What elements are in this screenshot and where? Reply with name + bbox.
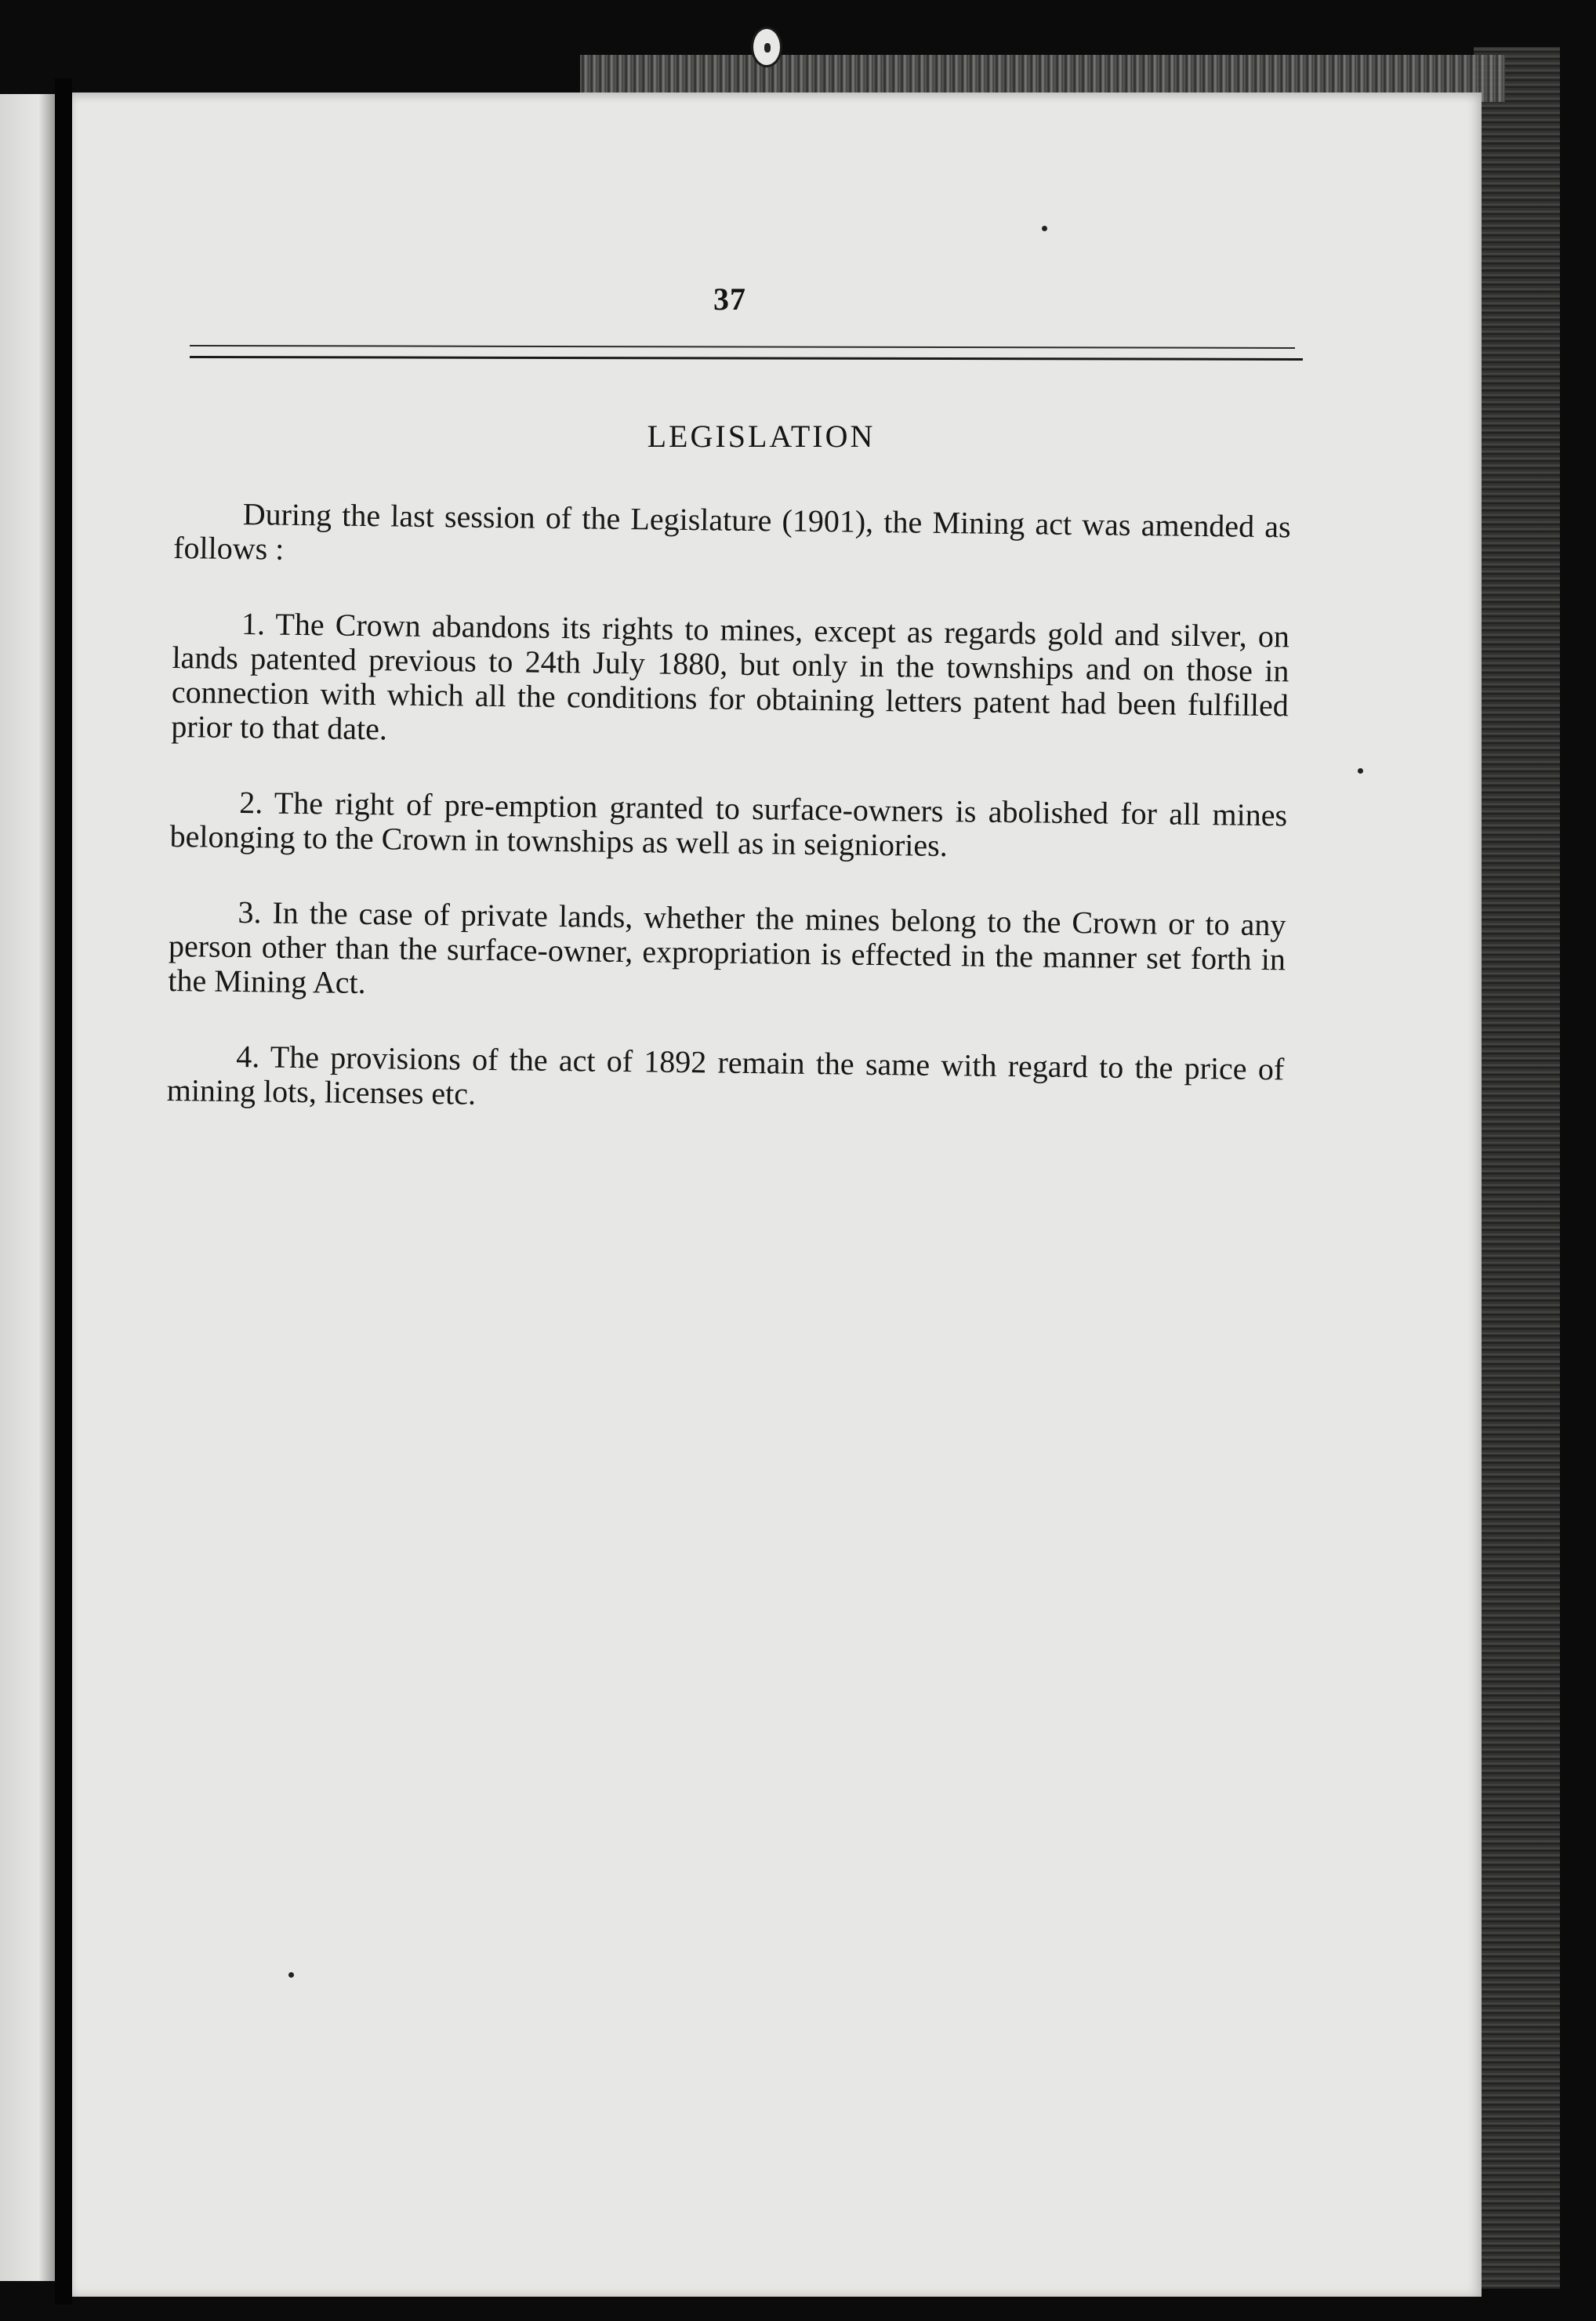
binding-hole-icon bbox=[751, 27, 782, 67]
paragraph-4: 4. The provisions of the act of 1892 remain the same with regard to the price of mining lots, licenses etc. bbox=[166, 1039, 1285, 1112]
book-gutter bbox=[55, 78, 72, 2305]
scan-speck bbox=[1358, 768, 1363, 774]
document-page bbox=[72, 92, 1482, 2297]
header-rule-thick bbox=[190, 356, 1303, 361]
scan-speck bbox=[1042, 226, 1047, 231]
header-rule-thin bbox=[190, 345, 1295, 349]
paragraph-1: 1. The Crown abandons its rights to mines, except as regards gold and silver, on lands patented previous to 24th July 1880, but only in the townships and on those in connection with which all the conditions for obtaining letters patent had been fulfilled prior to that date. bbox=[171, 606, 1290, 747]
section-heading: LEGISLATION bbox=[647, 419, 876, 454]
scan-speck bbox=[288, 1972, 294, 1978]
paragraph-2: 2. The right of pre-emption granted to surface-owners is abolished for all mines belonging to the Crown in townships as well as in seigniories. bbox=[169, 785, 1288, 864]
body-text bbox=[166, 496, 1291, 1162]
facing-page-edge bbox=[0, 94, 55, 2281]
paragraph-3: 3. In the case of private lands, whether the mines belong to the Crown or to any person other than the surface-owner, expropriation is effected in the manner set forth in the Mining Act. bbox=[168, 894, 1286, 1001]
paragraph-intro: During the last session of the Legislature (1901), the Mining act was amended as follows : bbox=[172, 496, 1291, 567]
page-number: 37 bbox=[713, 281, 746, 317]
book-page-edges bbox=[1474, 47, 1560, 2289]
